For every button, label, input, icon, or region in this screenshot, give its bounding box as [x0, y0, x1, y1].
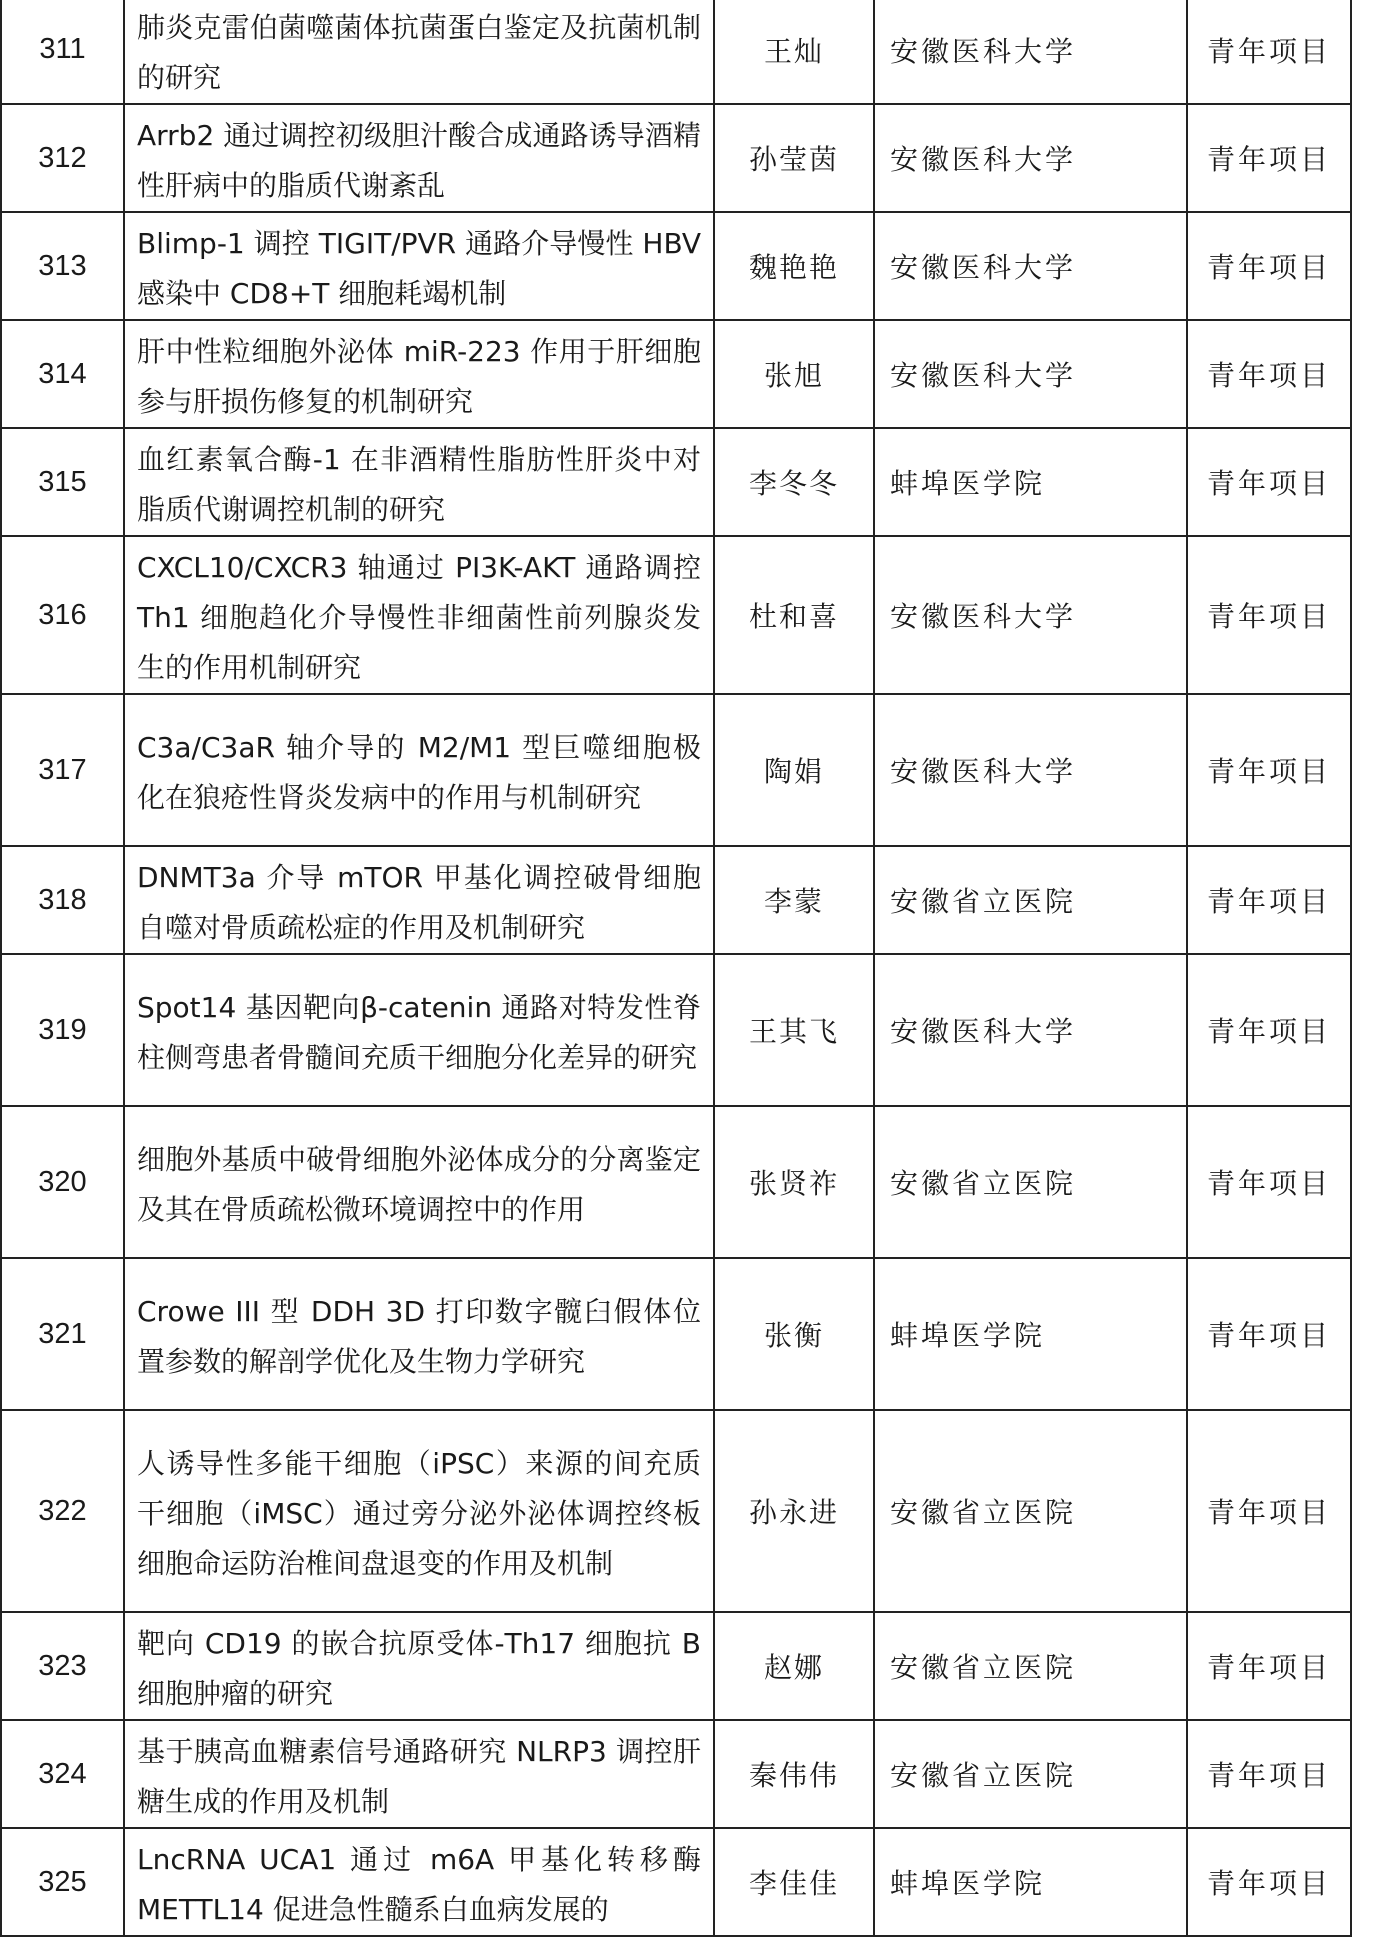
- row-number: 316: [1, 536, 124, 694]
- table-row: [1, 954, 1351, 1106]
- project-title: 人诱导性多能干细胞（iPSC）来源的间充质干细胞（iMSC）通过旁分泌外泌体调控终板细胞命运防治椎间盘退变的作用及机制: [124, 1410, 714, 1612]
- row-number: 318: [1, 846, 124, 954]
- project-category: 青年项目: [1187, 536, 1351, 694]
- project-category: 青年项目: [1187, 0, 1351, 104]
- project-category: 青年项目: [1187, 428, 1351, 536]
- project-category: 青年项目: [1187, 1720, 1351, 1828]
- project-category: 青年项目: [1187, 694, 1351, 846]
- project-title: 靶向 CD19 的嵌合抗原受体-Th17 细胞抗 B 细胞肿瘤的研究: [124, 1612, 714, 1720]
- project-category: 青年项目: [1187, 846, 1351, 954]
- institution: 安徽省立医院: [874, 1410, 1187, 1612]
- institution: 蚌埠医学院: [874, 1828, 1187, 1936]
- project-category: 青年项目: [1187, 1106, 1351, 1258]
- project-title: 肝中性粒细胞外泌体 miR-223 作用于肝细胞参与肝损伤修复的机制研究: [124, 320, 714, 428]
- table-row: [1, 104, 1351, 212]
- project-title: 血红素氧合酶-1 在非酒精性脂肪性肝炎中对脂质代谢调控机制的研究: [124, 428, 714, 536]
- institution: 安徽医科大学: [874, 694, 1187, 846]
- row-number: 317: [1, 694, 124, 846]
- project-title: Crowe III 型 DDH 3D 打印数字髋臼假体位置参数的解剖学优化及生物力学研究: [124, 1258, 714, 1410]
- applicant-name: 孙莹茵: [714, 104, 874, 212]
- project-category: 青年项目: [1187, 1258, 1351, 1410]
- table-row: [1, 1720, 1351, 1828]
- institution: 安徽医科大学: [874, 0, 1187, 104]
- row-number: 321: [1, 1258, 124, 1410]
- applicant-name: 张旭: [714, 320, 874, 428]
- institution: 蚌埠医学院: [874, 428, 1187, 536]
- project-category: 青年项目: [1187, 1828, 1351, 1936]
- project-title: Arrb2 通过调控初级胆汁酸合成通路诱导酒精性肝病中的脂质代谢紊乱: [124, 104, 714, 212]
- project-title: Blimp-1 调控 TIGIT/PVR 通路介导慢性 HBV 感染中 CD8+T 细胞耗竭机制: [124, 212, 714, 320]
- project-category: 青年项目: [1187, 1612, 1351, 1720]
- table-row: [1, 694, 1351, 846]
- row-number: 324: [1, 1720, 124, 1828]
- applicant-name: 王其飞: [714, 954, 874, 1106]
- table-row: [1, 536, 1351, 694]
- row-number: 312: [1, 104, 124, 212]
- applicant-name: 秦伟伟: [714, 1720, 874, 1828]
- institution: 安徽医科大学: [874, 104, 1187, 212]
- applicant-name: 张衡: [714, 1258, 874, 1410]
- project-category: 青年项目: [1187, 104, 1351, 212]
- row-number: 320: [1, 1106, 124, 1258]
- applicant-name: 赵娜: [714, 1612, 874, 1720]
- table-row: [1, 1258, 1351, 1410]
- project-category: 青年项目: [1187, 954, 1351, 1106]
- table-row: [1, 320, 1351, 428]
- table-row: [1, 846, 1351, 954]
- project-title: 基于胰高血糖素信号通路研究 NLRP3 调控肝糖生成的作用及机制: [124, 1720, 714, 1828]
- table-row: [1, 1410, 1351, 1612]
- applicant-name: 李佳佳: [714, 1828, 874, 1936]
- project-category: 青年项目: [1187, 1410, 1351, 1612]
- applicant-name: 王灿: [714, 0, 874, 104]
- project-title: LncRNA UCA1 通过 m6A 甲基化转移酶 METTL14 促进急性髓系白血病发展的: [124, 1828, 714, 1936]
- institution: 安徽医科大学: [874, 320, 1187, 428]
- row-number: 313: [1, 212, 124, 320]
- project-title: C3a/C3aR 轴介导的 M2/M1 型巨噬细胞极化在狼疮性肾炎发病中的作用与机制研究: [124, 694, 714, 846]
- institution: 蚌埠医学院: [874, 1258, 1187, 1410]
- row-number: 311: [1, 0, 124, 104]
- table-row: [1, 1828, 1351, 1936]
- project-title: CXCL10/CXCR3 轴通过 PI3K-AKT 通路调控 Th1 细胞趋化介导慢性非细菌性前列腺炎发生的作用机制研究: [124, 536, 714, 694]
- institution: 安徽省立医院: [874, 1612, 1187, 1720]
- table-row: [1, 0, 1351, 104]
- row-number: 315: [1, 428, 124, 536]
- applicant-name: 杜和喜: [714, 536, 874, 694]
- institution: 安徽省立医院: [874, 1720, 1187, 1828]
- applicant-name: 魏艳艳: [714, 212, 874, 320]
- applicant-name: 陶娟: [714, 694, 874, 846]
- row-number: 325: [1, 1828, 124, 1936]
- applicant-name: 李冬冬: [714, 428, 874, 536]
- project-title: Spot14 基因靶向β-catenin 通路对特发性脊柱侧弯患者骨髓间充质干细胞分化差异的研究: [124, 954, 714, 1106]
- table-row: [1, 212, 1351, 320]
- row-number: 319: [1, 954, 124, 1106]
- row-number: 323: [1, 1612, 124, 1720]
- applicant-name: 李蒙: [714, 846, 874, 954]
- row-number: 314: [1, 320, 124, 428]
- institution: 安徽医科大学: [874, 536, 1187, 694]
- project-title: 肺炎克雷伯菌噬菌体抗菌蛋白鉴定及抗菌机制的研究: [124, 0, 714, 104]
- project-category: 青年项目: [1187, 212, 1351, 320]
- institution: 安徽省立医院: [874, 1106, 1187, 1258]
- project-title: 细胞外基质中破骨细胞外泌体成分的分离鉴定及其在骨质疏松微环境调控中的作用: [124, 1106, 714, 1258]
- table-row: [1, 1106, 1351, 1258]
- project-category: 青年项目: [1187, 320, 1351, 428]
- project-title: DNMT3a 介导 mTOR 甲基化调控破骨细胞自噬对骨质疏松症的作用及机制研究: [124, 846, 714, 954]
- table-row: [1, 1612, 1351, 1720]
- applicant-name: 孙永进: [714, 1410, 874, 1612]
- institution: 安徽医科大学: [874, 954, 1187, 1106]
- row-number: 322: [1, 1410, 124, 1612]
- institution: 安徽省立医院: [874, 846, 1187, 954]
- applicant-name: 张贤祚: [714, 1106, 874, 1258]
- table-row: [1, 428, 1351, 536]
- institution: 安徽医科大学: [874, 212, 1187, 320]
